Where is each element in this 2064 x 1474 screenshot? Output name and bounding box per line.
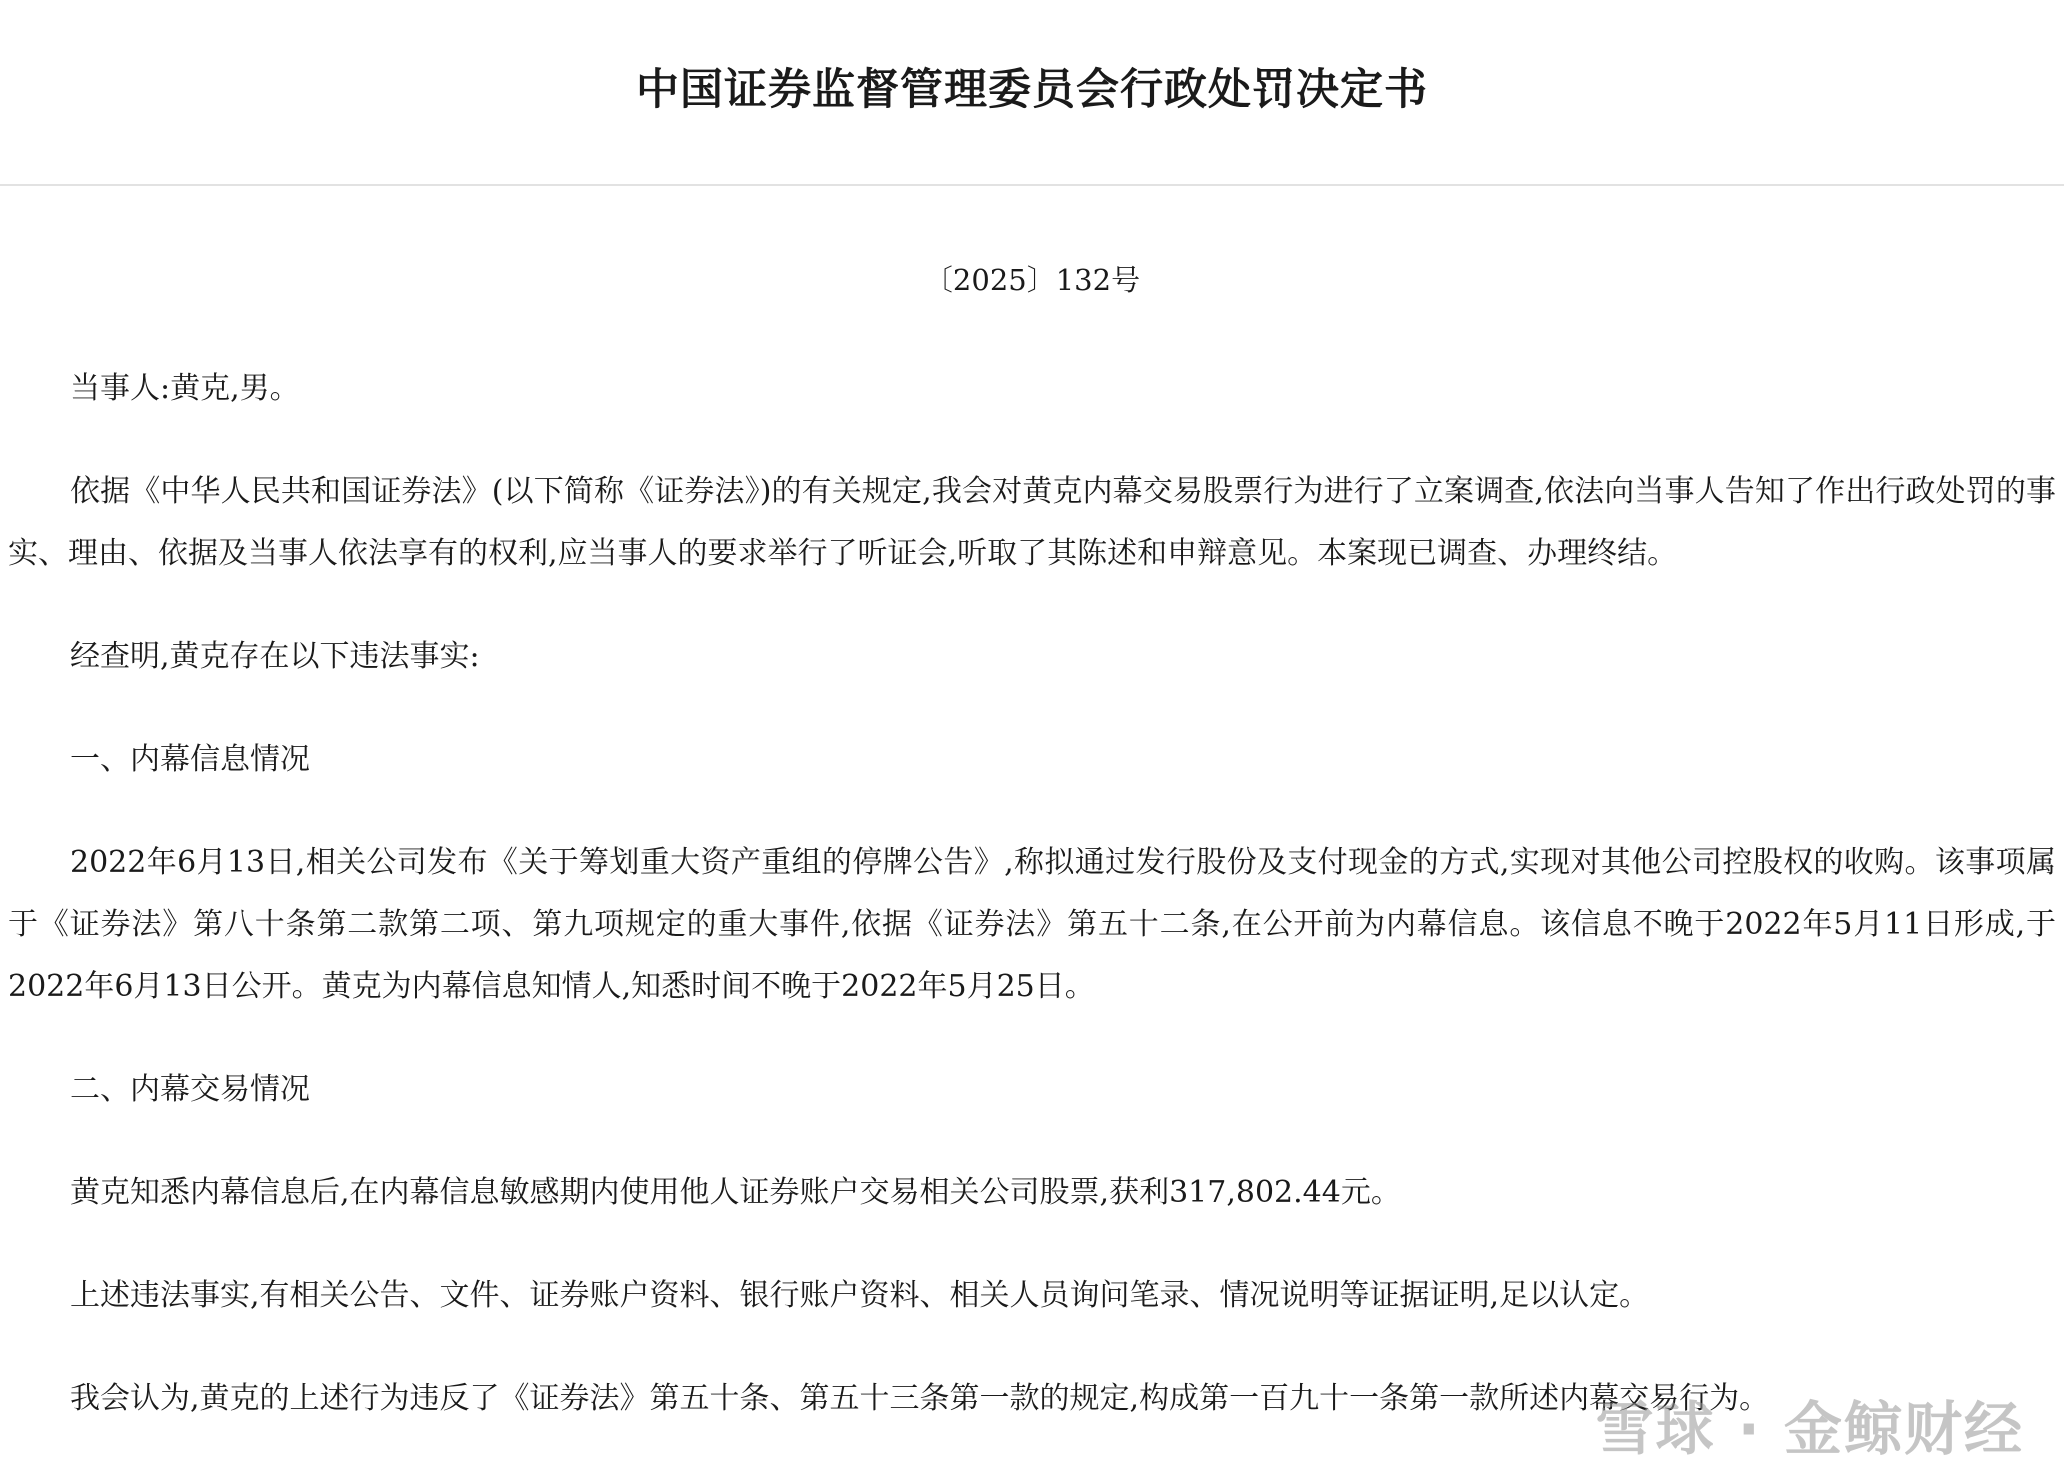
paragraph-findings-intro: 经查明,黄克存在以下违法事实:	[70, 639, 480, 674]
section-heading-insider-trading: 二、内幕交易情况	[70, 1072, 310, 1107]
watermark-logo: 雪球 · 金鲸财经	[1595, 1395, 2024, 1463]
paragraph-basis: 依据《中华人民共和国证券法》(以下简称《证券法》)的有关规定,我会对黄克内幕交易股票行为进行了立案调查,依法向当事人告知了作出行政处罚的事实、理由、依据及当事人依法享有的权利,应当事人的要求举行了听证会,听取了其陈述和申辩意见。本案现已调查、办理终结。	[8, 474, 2056, 571]
document-number: 〔2025〕132号	[923, 263, 1141, 297]
paragraph-conclusion: 我会认为,黄克的上述行为违反了《证券法》第五十条、第五十三条第一款的规定,构成第一百九十一条第一款所述内幕交易行为。	[70, 1381, 1770, 1416]
document-title: 中国证券监督管理委员会行政处罚决定书	[636, 65, 1428, 115]
paragraph-evidence: 上述违法事实,有相关公告、文件、证券账户资料、银行账户资料、相关人员询问笔录、情况说明等证据证明,足以认定。	[70, 1278, 1650, 1313]
title-divider	[0, 184, 2064, 186]
paragraph-party: 当事人:黄克,男。	[70, 371, 300, 406]
section-heading-insider-info: 一、内幕信息情况	[70, 742, 310, 777]
paragraph-insider-info: 2022年6月13日,相关公司发布《关于筹划重大资产重组的停牌公告》,称拟通过发行股份及支付现金的方式,实现对其他公司控股权的收购。该事项属于《证券法》第八十条第二款第二项、第九项规定的重大事件,依据《证券法》第五十二条,在公开前为内幕信息。该信息不晚于2022年5月11日形成,于2022年6月13日公开。黄克为内幕信息知情人,知悉时间不晚于2022年5月25日。	[8, 845, 2056, 1004]
document-body	[8, 358, 2056, 1471]
paragraph-insider-trading: 黄克知悉内幕信息后,在内幕信息敏感期内使用他人证券账户交易相关公司股票,获利317,802.44元。	[70, 1175, 1401, 1210]
